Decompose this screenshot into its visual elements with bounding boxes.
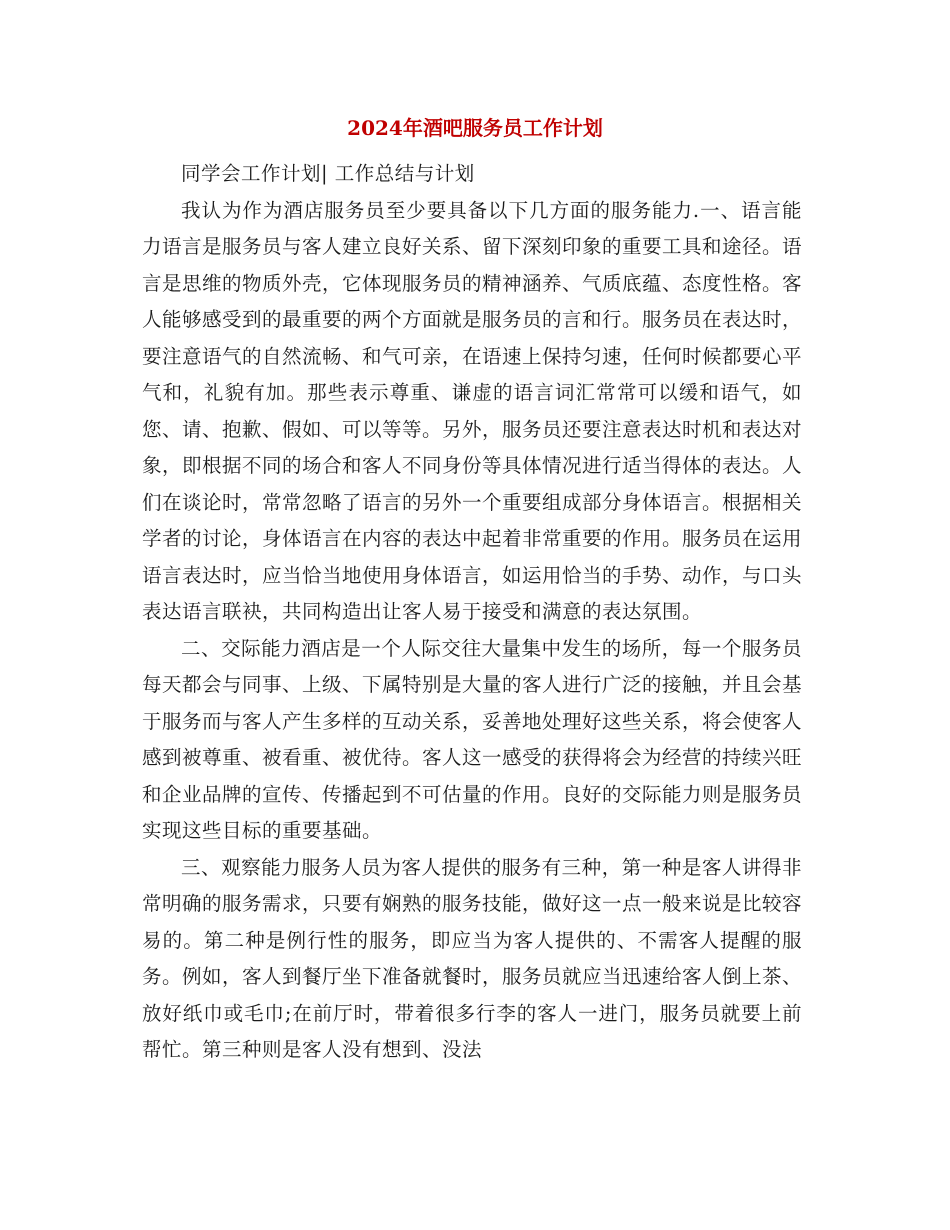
document-title: 2024年酒吧服务员工作计划	[347, 116, 603, 140]
paragraph-language-ability: 我认为作为酒店服务员至少要具备以下几方面的服务能力.一、语言能力语言是服务员与客人建立良好关系、留下深刻印象的重要工具和途径。语言是思维的物质外壳，它体现服务员的精神涵养、气质底蕴、态度性格。客人能够感受到的最重要的两个方面就是服务员的言和行。服务员在表达时，要注意语气的自然流畅、和气可亲，在语速上保持匀速，任何时候都要心平气和，礼貌有加。那些表示尊重、谦虚的语言词汇常常可以缓和语气，如您、请、抱歉、假如、可以等等。另外，服务员还要注意表达时机和表达对象，即根据不同的场合和客人不同身份等具体情况进行适当得体的表达。人们在谈论时，常常忽略了语言的另外一个重要组成部分身体语言。根据相关学者的讨论，身体语言在内容的表达中起着非常重要的作用。服务员在运用语言表达时，应当恰当地使用身体语言，如运用恰当的手势、动作，与口头表达语言联袂，共同构造出让客人易于接受和满意的表达氛围。	[142, 198, 803, 623]
document-subtitle: 同学会工作计划| 工作总结与计划	[181, 162, 475, 185]
document-body	[142, 156, 802, 1069]
paragraph-observation-ability: 三、观察能力服务人员为客人提供的服务有三种，第一种是客人讲得非常明确的服务需求，只要有娴熟的服务技能，做好这一点一般来说是比较容易的。第二种是例行性的服务，即应当为客人提供的、不需客人提醒的服务。例如，客人到餐厅坐下准备就餐时，服务员就应当迅速给客人倒上茶、放好纸巾或毛巾;在前厅时，带着很多行李的客人一进门，服务员就要上前帮忙。第三种则是客人没有想到、没法	[142, 855, 803, 1061]
paragraph-social-ability: 二、交际能力酒店是一个人际交往大量集中发生的场所，每一个服务员每天都会与同事、上级、下属特别是大量的客人进行广泛的接触，并且会基于服务而与客人产生多样的互动关系，妥善地处理好这些关系，将会使客人感到被尊重、被看重、被优待。客人这一感受的获得将会为经营的持续兴旺和企业品牌的宣传、传播起到不可估量的作用。良好的交际能力则是服务员实现这些目标的重要基础。	[142, 636, 803, 842]
